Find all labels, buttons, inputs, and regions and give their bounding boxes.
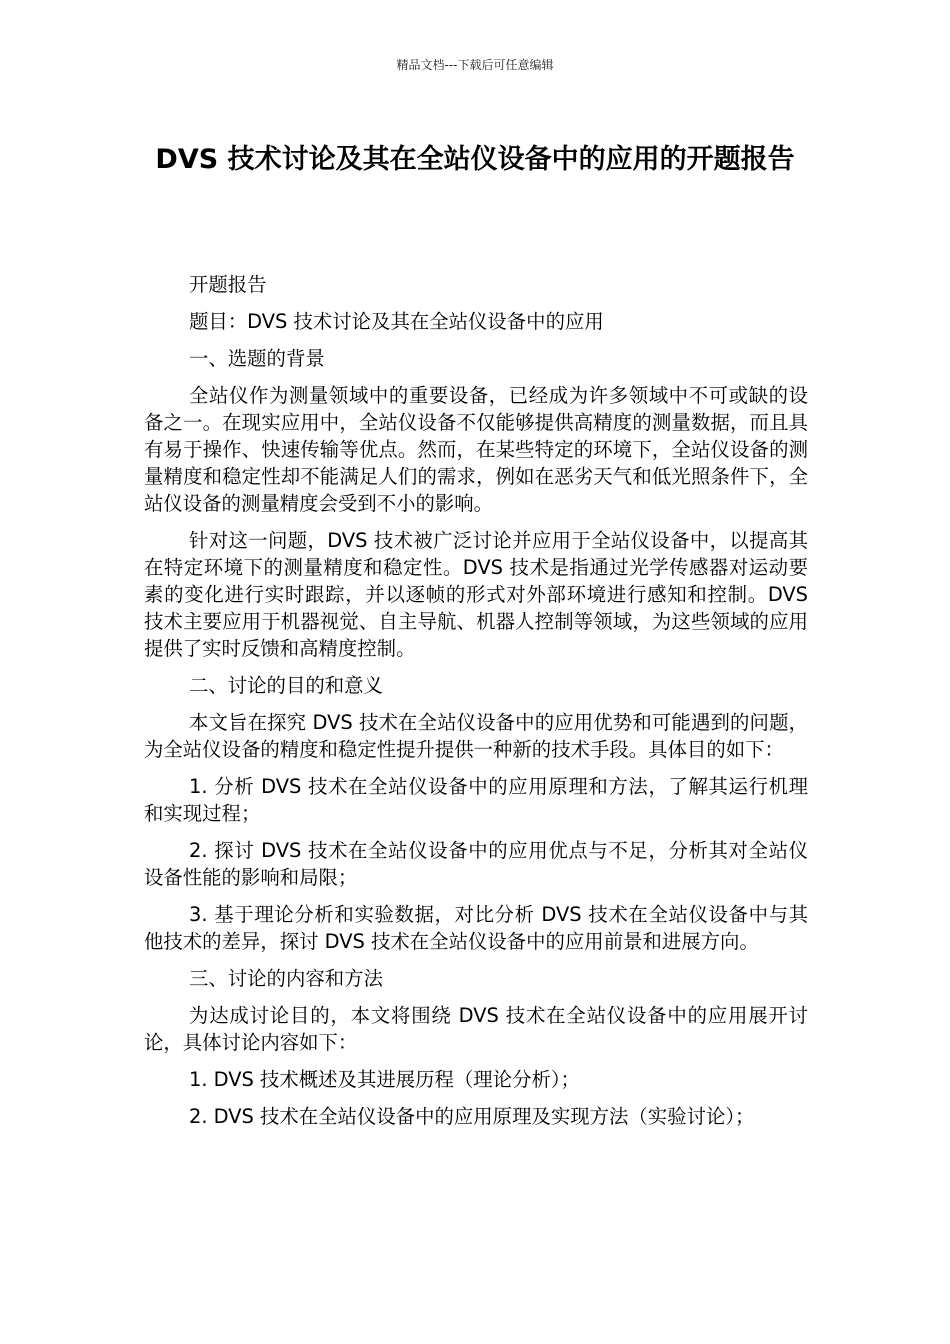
list-item-content-2: 2. DVS 技术在全站仪设备中的应用原理及实现方法（实验讨论）； [189, 1105, 755, 1128]
paragraph-background-1: 全站仪作为测量领域中的重要设备，已经成为许多领域中不可或缺的设备之一。在现实应用中，全站仪设备不仅能够提供高精度的测量数据，而且具有易于操作、快速传输等优点。然而，在某些特定的环境下，全站仪设备的测量精度和稳定性却不能满足人们的需求，例如在恶劣天气和低光照条件下，全站仪设备的测量精度会受到不小的影响。 [144, 384, 808, 515]
page-header-note: 精品文档---下载后可任意编辑 [396, 58, 554, 72]
list-item-purpose-3: 3. 基于理论分析和实验数据，对比分析 DVS 技术在全站仪设备中与其他技术的差异，探讨 DVS 技术在全站仪设备中的应用前景和进展方向。 [144, 903, 808, 953]
paragraph-content-intro: 为达成讨论目的，本文将围绕 DVS 技术在全站仪设备中的应用展开讨论，具体讨论内容如下： [144, 1004, 808, 1054]
paragraph-background-2: 针对这一问题，DVS 技术被广泛讨论并应用于全站仪设备中，以提高其在特定环境下的测量精度和稳定性。DVS 技术是指通过光学传感器对运动要素的变化进行实时跟踪，并以逐帧的形式对外部环境进行感知和控制。DVS 技术主要应用于机器视觉、自主导航、机器人控制等领域，为这些领域的应用提供了实时反馈和高精度控制。 [144, 529, 808, 660]
document-body [144, 271, 808, 1140]
section-heading-content-method: 三、讨论的内容和方法 [189, 967, 383, 990]
list-item-content-1: 1. DVS 技术概述及其进展历程（理论分析）； [189, 1068, 580, 1091]
paragraph-report-label: 开题报告 [189, 273, 267, 296]
paragraph-topic: 题目：DVS 技术讨论及其在全站仪设备中的应用 [189, 310, 604, 333]
section-heading-purpose: 二、讨论的目的和意义 [189, 674, 383, 697]
section-heading-background: 一、选题的背景 [189, 347, 325, 370]
list-item-purpose-1: 1. 分析 DVS 技术在全站仪设备中的应用原理和方法，了解其运行机理和实现过程； [144, 775, 808, 825]
paragraph-purpose-intro: 本文旨在探究 DVS 技术在全站仪设备中的应用优势和可能遇到的问题，为全站仪设备的精度和稳定性提升提供一种新的技术手段。具体目的如下： [144, 711, 808, 761]
list-item-purpose-2: 2. 探讨 DVS 技术在全站仪设备中的应用优点与不足，分析其对全站仪设备性能的影响和局限； [144, 839, 808, 889]
document-title: DVS 技术讨论及其在全站仪设备中的应用的开题报告 [155, 144, 795, 175]
